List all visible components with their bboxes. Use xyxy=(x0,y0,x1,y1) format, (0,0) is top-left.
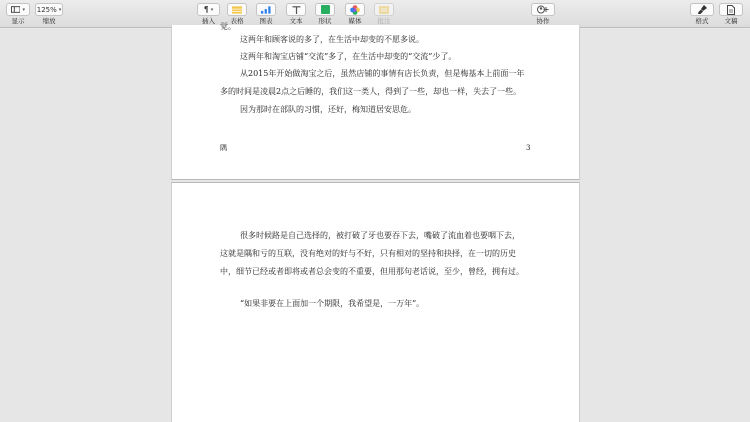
comment-control xyxy=(374,3,394,25)
comment-button xyxy=(374,3,394,16)
paragraph: 这两年和顾客说的多了，在生活中却变的不愿多说。 xyxy=(240,35,424,44)
text-fragment: 觉。 xyxy=(220,22,236,31)
pilcrow-icon: ¶ xyxy=(203,5,209,14)
shape-icon xyxy=(321,5,330,14)
page-3[interactable] xyxy=(171,22,580,180)
chevron-down-icon: ▾ xyxy=(58,6,62,13)
chevron-down-icon: ▾ xyxy=(22,6,25,13)
view-button[interactable] xyxy=(6,3,30,16)
text-button[interactable] xyxy=(286,3,306,16)
shape-control[interactable] xyxy=(315,3,335,25)
comment-label: 批注 xyxy=(377,17,391,25)
chart-button[interactable] xyxy=(256,3,276,16)
document-icon xyxy=(727,5,735,15)
table-icon xyxy=(232,6,242,14)
paragraph: 从2015年开始做淘宝之后，虽然店铺的事情有店长负责，但是梅基本上前面一年 xyxy=(240,69,525,78)
paragraph: 很多时候路是自己选择的，被打破了牙也要吞下去，嘴破了流血着也要咽下去， xyxy=(240,231,520,240)
comment-icon xyxy=(379,6,389,14)
chart-control[interactable] xyxy=(256,3,276,25)
paragraph: 多的时间是凌晨2点之后睡的，我们这一类人，得到了一些，却也一样，失去了一些。 xyxy=(220,87,522,96)
format-label: 格式 xyxy=(695,17,709,25)
media-label: 媒体 xyxy=(348,17,362,25)
insert-button[interactable] xyxy=(197,3,220,16)
zoom-value: 125% xyxy=(36,5,57,14)
collaborate-icon xyxy=(537,5,549,14)
paragraph: 中，细节已经或者即将或者总会变的不重要，但用那句老话说，至少，曾经，拥有过。 xyxy=(220,267,524,276)
text-label: 文本 xyxy=(289,17,303,25)
sidebar-icon xyxy=(11,6,20,13)
view-label: 显示 xyxy=(11,17,25,25)
zoom-select[interactable] xyxy=(35,3,63,16)
shape-label: 形状 xyxy=(318,17,332,25)
toolbar xyxy=(0,0,750,28)
chevron-down-icon: ▾ xyxy=(210,6,214,13)
collaborate-label: 协作 xyxy=(536,17,550,25)
zoom-control[interactable] xyxy=(35,3,63,25)
paragraph: 因为那时在部队的习惯，还好，梅知道居安思危。 xyxy=(240,105,416,114)
insert-control[interactable] xyxy=(197,3,220,25)
chart-label: 图表 xyxy=(259,17,273,25)
table-label: 表格 xyxy=(230,17,244,25)
zoom-label: 缩放 xyxy=(42,17,56,25)
view-control[interactable] xyxy=(6,3,30,25)
text-box-icon xyxy=(292,6,301,14)
paragraph: “如果非要在上面加一个期限，我希望是，一万年”。 xyxy=(240,299,425,308)
insert-label: 插入 xyxy=(202,17,215,25)
page-number: 3 xyxy=(526,144,531,152)
paragraph: 这两年和淘宝店铺“交流”多了，在生活中却变的“交流”少了。 xyxy=(240,52,457,61)
document-button[interactable] xyxy=(719,3,743,16)
paragraph: 这就是隅和亏的互联，没有绝对的好与不好，只有相对的坚持和抉择，在一切的历史 xyxy=(220,249,516,258)
page-4[interactable] xyxy=(171,182,580,422)
format-button[interactable] xyxy=(690,3,714,16)
document-control[interactable] xyxy=(719,3,743,25)
media-icon xyxy=(350,5,360,15)
chart-icon xyxy=(261,6,271,14)
media-button[interactable] xyxy=(345,3,365,16)
format-control[interactable] xyxy=(690,3,714,25)
document-label: 文稿 xyxy=(724,17,738,25)
media-control[interactable] xyxy=(345,3,365,25)
footer-left: 隅 xyxy=(220,144,227,152)
paintbrush-icon xyxy=(698,5,707,14)
collaborate-button[interactable] xyxy=(531,3,555,16)
table-button[interactable] xyxy=(227,3,247,16)
collaborate-control[interactable] xyxy=(531,3,555,25)
shape-button[interactable] xyxy=(315,3,335,16)
document-canvas[interactable] xyxy=(0,22,750,422)
text-control[interactable] xyxy=(286,3,306,25)
